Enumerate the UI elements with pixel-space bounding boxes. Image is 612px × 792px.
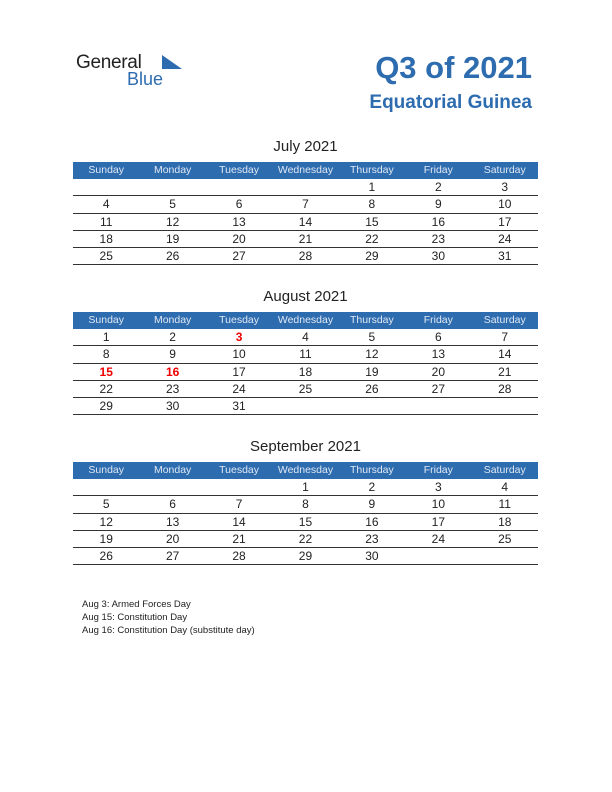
logo-general: General (76, 52, 142, 73)
day-cell (272, 398, 338, 414)
day-cell: 5 (102, 497, 110, 512)
week-row (73, 514, 538, 531)
week-row (73, 496, 538, 513)
day-cell: 9 (368, 497, 376, 512)
page-title: Q3 of 2021 (375, 50, 532, 85)
day-cell: 30 (165, 399, 180, 414)
day-cell: 19 (165, 231, 180, 246)
day-cell (272, 179, 338, 195)
day-cell: 7 (501, 330, 509, 344)
day-cell: 2 (169, 330, 176, 344)
holiday-day-cell: 15 (99, 364, 113, 379)
month-title: August 2021 (263, 288, 348, 305)
day-cell: 16 (431, 214, 445, 229)
country-name: Equatorial Guinea (369, 92, 532, 113)
day-cell: 22 (99, 381, 113, 396)
weekday-label: Saturday (483, 164, 526, 176)
day-cell: 31 (232, 399, 246, 414)
day-cell: 12 (99, 514, 113, 529)
week-row (73, 231, 538, 248)
holiday-notes (82, 598, 255, 637)
day-cell: 10 (232, 347, 246, 362)
day-cell: 25 (99, 249, 113, 264)
day-cell: 12 (165, 214, 180, 229)
day-cell: 8 (368, 197, 376, 212)
month-calendar (73, 138, 538, 265)
day-cell: 28 (232, 549, 246, 564)
day-cell: 6 (434, 330, 442, 344)
day-cell: 6 (169, 497, 176, 512)
day-cell (206, 479, 272, 495)
day-cell: 12 (365, 347, 379, 362)
holiday-note: Aug 16: Constitution Day (substitute day) (82, 625, 255, 636)
day-cell: 14 (498, 347, 512, 362)
month-title: September 2021 (250, 438, 361, 455)
day-cell: 19 (365, 364, 379, 379)
day-cell (405, 548, 471, 564)
holiday-note: Aug 15: Constitution Day (82, 612, 188, 623)
day-cell: 6 (235, 197, 243, 212)
day-cell (73, 479, 139, 495)
day-cell: 26 (365, 381, 379, 396)
day-cell: 3 (434, 480, 442, 494)
month-calendar (73, 438, 538, 565)
week-row (73, 214, 538, 231)
day-cell: 22 (365, 231, 379, 246)
day-cell: 18 (99, 231, 113, 246)
day-cell (472, 548, 538, 564)
day-cell: 11 (498, 497, 511, 512)
day-cell: 4 (302, 330, 309, 344)
day-cell: 23 (165, 381, 180, 396)
day-cell: 15 (298, 514, 313, 529)
weekday-label: Saturday (483, 314, 526, 326)
weekday-header (73, 462, 538, 479)
month-calendar (73, 288, 538, 415)
day-cell: 23 (365, 531, 379, 546)
weekday-header (73, 162, 538, 179)
day-cell: 5 (368, 330, 376, 344)
day-cell (139, 479, 205, 495)
day-cell (73, 179, 139, 195)
weekday-label: Monday (153, 164, 192, 176)
logo (76, 52, 164, 89)
weekday-label: Friday (423, 314, 453, 326)
day-cell: 1 (102, 330, 110, 344)
day-cell (405, 398, 471, 414)
day-cell: 24 (431, 531, 445, 546)
day-cell: 17 (232, 364, 246, 379)
day-cell: 28 (498, 381, 512, 396)
day-cell: 20 (232, 231, 246, 246)
holiday-note: Aug 3: Armed Forces Day (82, 599, 191, 610)
weekday-label: Monday (153, 314, 192, 326)
day-cell: 1 (368, 180, 376, 194)
weekday-label: Tuesday (219, 464, 259, 476)
day-cell: 4 (102, 197, 110, 212)
day-cell (206, 179, 272, 195)
day-cell: 11 (299, 347, 312, 362)
day-cell: 29 (298, 549, 313, 564)
day-cell: 4 (501, 480, 509, 494)
day-cell: 10 (431, 497, 445, 512)
day-cell: 25 (298, 381, 313, 396)
weekday-label: Tuesday (219, 164, 259, 176)
weekday-label: Thursday (350, 464, 394, 476)
logo-triangle-icon (162, 55, 182, 69)
day-cell: 10 (498, 197, 512, 212)
month-title: July 2021 (273, 138, 338, 155)
week-row (73, 346, 538, 363)
weekday-label: Wednesday (277, 464, 334, 476)
day-cell: 22 (298, 531, 313, 546)
weekday-label: Thursday (350, 314, 394, 326)
day-cell (339, 398, 405, 414)
weekday-label: Monday (153, 464, 192, 476)
day-cell: 26 (99, 549, 113, 564)
week-row (73, 248, 538, 265)
day-cell: 18 (498, 514, 512, 529)
day-cell: 26 (165, 249, 180, 264)
week-row (73, 364, 538, 381)
holiday-day-cell: 3 (235, 330, 243, 344)
week-row (73, 479, 538, 496)
day-cell: 7 (302, 197, 309, 212)
weekday-label: Friday (423, 164, 453, 176)
weekday-label: Wednesday (277, 314, 334, 326)
day-cell: 30 (431, 249, 445, 264)
logo-blue: Blue (127, 69, 164, 89)
day-cell: 27 (431, 381, 445, 396)
week-row (73, 329, 538, 346)
day-cell: 31 (498, 249, 512, 264)
day-cell: 3 (501, 180, 509, 194)
day-cell: 7 (235, 497, 243, 512)
day-cell: 24 (232, 381, 246, 396)
day-cell: 30 (365, 549, 379, 564)
day-cell: 17 (498, 214, 512, 229)
day-cell: 20 (165, 531, 180, 546)
day-cell: 23 (431, 231, 445, 246)
day-cell: 21 (232, 531, 246, 546)
day-cell: 5 (169, 197, 176, 212)
weekday-label: Tuesday (219, 314, 259, 326)
day-cell: 13 (232, 214, 246, 229)
day-cell (139, 179, 205, 195)
weekday-label: Sunday (88, 464, 125, 476)
week-row (73, 531, 538, 548)
weekday-label: Friday (423, 464, 453, 476)
day-cell: 9 (169, 347, 176, 362)
week-row (73, 548, 538, 565)
day-cell: 8 (102, 347, 110, 362)
day-cell: 29 (365, 249, 379, 264)
weekday-label: Saturday (483, 464, 526, 476)
day-cell: 9 (434, 197, 442, 212)
day-cell: 14 (298, 214, 313, 229)
day-cell: 25 (498, 531, 512, 546)
day-cell: 16 (365, 514, 379, 529)
day-cell: 8 (302, 497, 309, 512)
day-cell: 14 (232, 514, 246, 529)
day-cell: 2 (434, 180, 442, 194)
day-cell: 21 (498, 364, 512, 379)
week-row (73, 196, 538, 213)
day-cell: 18 (298, 364, 313, 379)
weekday-header (73, 312, 538, 329)
day-cell: 13 (431, 347, 445, 362)
day-cell: 20 (431, 364, 445, 379)
day-cell: 17 (431, 514, 445, 529)
day-cell (472, 398, 538, 414)
week-row (73, 179, 538, 196)
day-cell: 19 (99, 531, 113, 546)
holiday-day-cell: 16 (165, 364, 180, 379)
weekday-label: Thursday (350, 164, 394, 176)
day-cell: 15 (365, 214, 379, 229)
day-cell: 28 (298, 249, 313, 264)
day-cell: 27 (165, 549, 180, 564)
day-cell: 11 (99, 214, 113, 229)
day-cell: 2 (368, 480, 376, 494)
weekday-label: Wednesday (277, 164, 334, 176)
weekday-label: Sunday (88, 314, 125, 326)
day-cell: 13 (165, 514, 180, 529)
day-cell: 24 (498, 231, 512, 246)
day-cell: 29 (99, 399, 113, 414)
day-cell: 1 (302, 480, 309, 494)
weekday-label: Sunday (88, 164, 125, 176)
day-cell: 21 (298, 231, 313, 246)
week-row (73, 398, 538, 415)
day-cell: 27 (232, 249, 246, 264)
week-row (73, 381, 538, 398)
